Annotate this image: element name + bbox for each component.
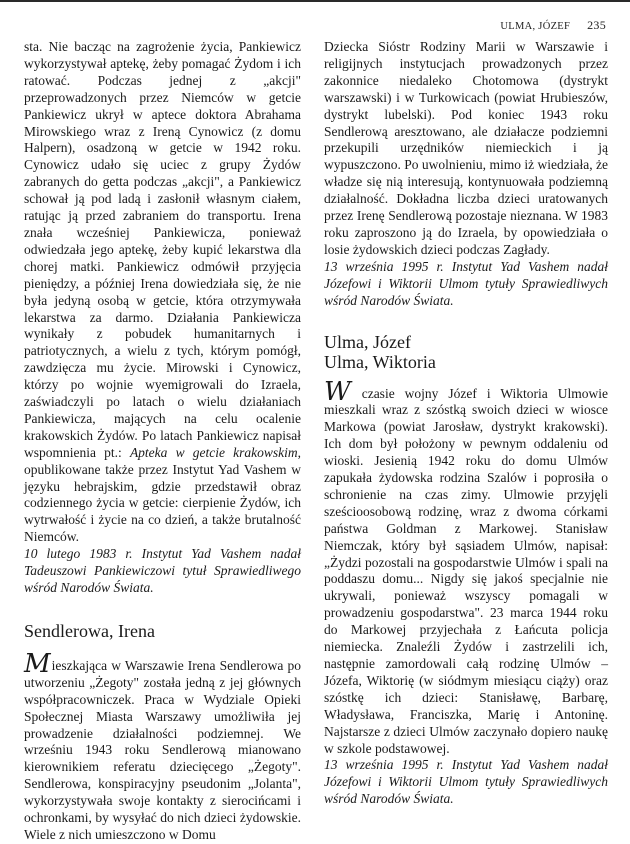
book-title: Apteka w getcie krakowskim	[129, 444, 298, 460]
entry-heading-sendlerowa: Sendlerowa, Irena	[24, 620, 155, 641]
award-note: 10 lutego 1983 r. Instytut Yad Vashem nadał Tadeuszowi Pankiewiczowi tytuł Sprawiedliwego wśród Narodów Świata.	[24, 546, 301, 595]
body-text: ieszkająca w Warszawie Irena Sendlerowa po utworzeniu „Żegoty" została jedną z jej głównych współpracowniczek. Praca w Wydziale Opieki Społecznej Miasta Warszawy umożliwiła jej prowadzenie działalności podziemnej. We wrześniu 1943 roku Sendlerową mianowano kierownikiem referatu dziecięcego „Żegoty". Sendlerowa, konspiracyjny pseudonim „Jolanta", wykorzystywała swoje kontakty z sierocińcami i ochronkami, by wysyłać do nich dzieci żydowskie. Wiele z nich umieszczono w Domu	[24, 657, 301, 842]
right-column	[324, 39, 608, 808]
award-note: 13 września 1995 r. Instytut Yad Vashem nadał Józefowi i Wiktorii Ulmom tytuły Sprawiedliwych wśród Narodów Świata.	[324, 757, 608, 807]
award-note: 13 września 1995 r. Instytut Yad Vashem nadał Józefowi i Wiktorii Ulmom tytuły Sprawiedliwych wśród Narodów Świata.	[324, 258, 608, 308]
ulma-entry-text	[324, 376, 608, 758]
pankiewicz-entry-continuation	[24, 39, 301, 546]
running-head-title: ULMA, JÓZEF	[500, 21, 571, 32]
body-text: , opublikowane także przez Instytut Yad Vashem w języku hebrajskim, gdzie przedstawił obraz codziennego życia w getcie: cierpienie Żydów, ich wytrwałość i życie na co dzień, a także brutalność Niemców.	[24, 444, 301, 545]
drop-cap: W	[324, 376, 351, 407]
body-text: czasie wojny Józef i Wiktoria Ulmowie mieszkali wraz z szóstką swoich dzieci w wiosce Markowa (powiat Jarosław, dystrykt krakowski). Ich dom był położony w pewnym oddaleniu od wioski. Jesienią 1942 roku do domu Ulmów zapukała żydowska rodzina Szalów i poprosiła o schronienie na czas zimy. Ulmowie przyjęli sześcioosobową rodzinę, wraz z dwoma córkami państwa Goldman z Markowej. Stanisław Niemczak, który był sąsiadem Ulmów, napisał: „Żydzi pozostali na gospodarstwie Ulmów i spali na poddaszu domu... Nigdy się jakoś specjalnie nie ukrywali, ponieważ wszyscy pomagali w prowadzeniu gospodarstwa". 23 marca 1944 roku do Markowej przyjechała z Łańcuta policja niemiecka. Znaleźli Żydów i zastrzelili ich, następnie zamordowali całą rodzinę Ulmów – Józefa, Wiktorię (w siódmym miesiącu ciąży) oraz szóstkę ich dzieci: Stanisławę, Barbarę, Władysława, Franciszka, Marię i Antoninę. Najstarsze z dzieci Ulmów zaczynało dopiero naukę w szkole podstawowej.	[324, 385, 608, 756]
entry-heading-line: Ulma, Wiktoria	[324, 351, 436, 372]
page-number: 235	[587, 18, 606, 32]
sendlerowa-entry-continuation: Dziecka Sióstr Rodziny Marii w Warszawie i religijnych instytucjach prowadzonych przez zakonnice niedaleko Chotomowa (dystrykt warszawski) i w Turkowicach (powiat Hrubieszów, dystrykt lubelski). Pod koniec 1943 roku Sendlerową aresztowano, ale działacze podziemni przekupili urzędników niemieckich i ją wypuszczono. Po uwolnieniu, mimo iż wiedziała, że władze się nią interesują, kontynuowała podziemną działalność. Dokładna liczba dzieci uratowanych przez Irenę Sendlerową pozostaje nieznana. W 1983 roku zaproszono ją do Izraela, by opowiedziała o losie żydowskich dzieci podczas Zagłady.	[324, 39, 608, 257]
left-column	[24, 39, 301, 844]
top-edge-bar	[0, 0, 630, 2]
entry-heading-line: Ulma, Józef	[324, 331, 411, 352]
body-text: sta. Nie bacząc na zagrożenie życia, Pankiewicz wykorzystywał aptekę, żeby pomagać Żydom i ich ratować. Podczas jednej z „akcji" przeprowadzonych przez Niemców w getcie Pankiewicz ukrył w aptece doktora Abrahama Mirowskiego wraz z Ireną Cynowicz (z domu Halpern), osadzoną w getcie w 1942 roku. Cynowicz udało się uciec z grupy Żydów zabranych do getta podczas „akcji", a Pankiewicz schował ją pod ladą i zasłonił własnym ciałem, ratując ją przed zabraniem do transportu. Irena znała wcześniej Pankiewicza, ponieważ odwiedzała jego aptekę, żeby kupić lekarstwa dla chorej matki. Pankiewicz odmówił przyjęcia pieniędzy, a później Irena dowiedziała się, że nie była jedyną osobą w getcie, która otrzymywała lekarstwa za darmo. Działania Pankiewicza wynikały z pobudek humanitarnych i patriotycznych, a wielu z tych, którym pomógł, zawdzięcza mu życie. Mirowski i Cynowicz, którzy po wojnie wyemigrowali do Izraela, zaświadczyli po latach o wielu działaniach Pankiewicza, mających na celu ocalenie krakowskich Żydów. Po latach Pankiewicz napisał wspomnienia pt.:	[24, 39, 301, 460]
running-head	[500, 18, 606, 33]
drop-cap: M	[24, 648, 51, 679]
sendlerowa-entry-text	[24, 648, 301, 844]
entry-heading-ulma	[324, 332, 608, 372]
